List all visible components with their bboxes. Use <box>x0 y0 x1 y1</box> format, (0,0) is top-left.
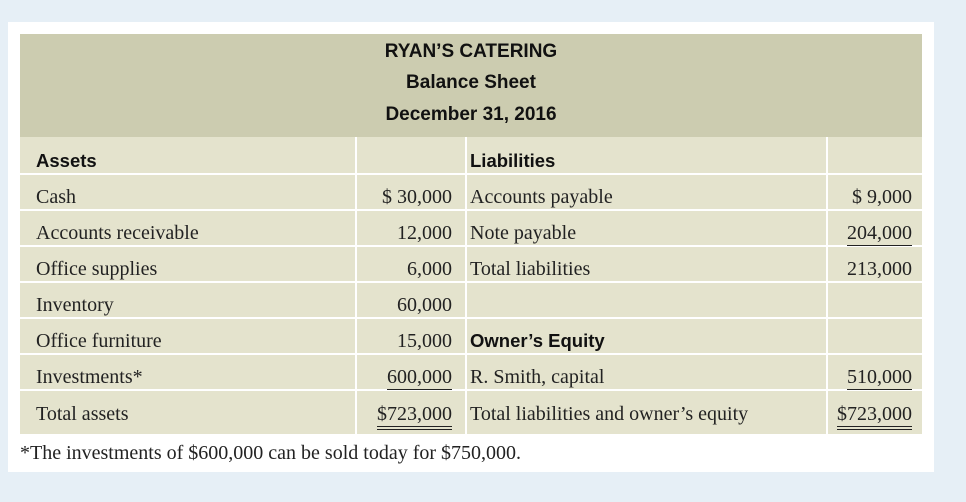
liability-label: Note payable <box>470 222 577 244</box>
footnote: *The investments of $600,000 can be sold today for $750,000. <box>20 442 522 464</box>
row-divider <box>20 245 922 247</box>
row-divider <box>20 209 922 211</box>
liabilities-heading: Liabilities <box>470 150 556 171</box>
asset-label: Cash <box>36 186 76 208</box>
column-divider <box>826 137 828 434</box>
statement-title: Balance Sheet <box>406 72 536 93</box>
balance-sheet-card <box>8 22 934 472</box>
asset-amount: 12,000 <box>397 222 452 244</box>
asset-amount: 15,000 <box>397 330 452 352</box>
equity-label: R. Smith, capital <box>470 366 605 388</box>
assets-heading: Assets <box>36 150 97 171</box>
row-divider <box>20 281 922 283</box>
asset-label: Office supplies <box>36 258 158 280</box>
asset-label: Inventory <box>36 294 114 316</box>
liability-label: Accounts payable <box>470 186 613 208</box>
balance-sheet-table <box>20 34 922 434</box>
column-divider <box>355 137 357 434</box>
row-divider <box>20 353 922 355</box>
total-assets-amount: $723,000 <box>377 402 452 430</box>
liability-amount: 204,000 <box>847 222 912 244</box>
total-liabilities-equity-amount: $723,000 <box>837 402 912 430</box>
asset-label: Accounts receivable <box>36 222 199 244</box>
row-divider <box>20 317 922 319</box>
asset-label: Office furniture <box>36 330 162 352</box>
asset-amount: $ 30,000 <box>382 186 452 208</box>
column-divider <box>465 137 467 434</box>
asset-amount: 600,000 <box>387 366 452 388</box>
total-liabilities-amount: 213,000 <box>847 258 912 280</box>
asset-label: Investments* <box>36 366 143 388</box>
total-assets-label: Total assets <box>36 403 129 425</box>
row-divider <box>20 173 922 175</box>
company-name: RYAN’S CATERING <box>384 41 558 62</box>
equity-heading: Owner’s Equity <box>470 330 605 351</box>
liability-amount: $ 9,000 <box>852 186 912 208</box>
row-divider <box>20 389 922 391</box>
total-liabilities-equity-label: Total liabilities and owner’s equity <box>470 403 749 425</box>
asset-amount: 60,000 <box>397 294 452 316</box>
asset-amount: 6,000 <box>407 258 452 280</box>
equity-amount: 510,000 <box>847 366 912 388</box>
total-liabilities-label: Total liabilities <box>470 258 591 280</box>
sheet-header <box>20 34 922 137</box>
statement-date: December 31, 2016 <box>385 104 557 125</box>
